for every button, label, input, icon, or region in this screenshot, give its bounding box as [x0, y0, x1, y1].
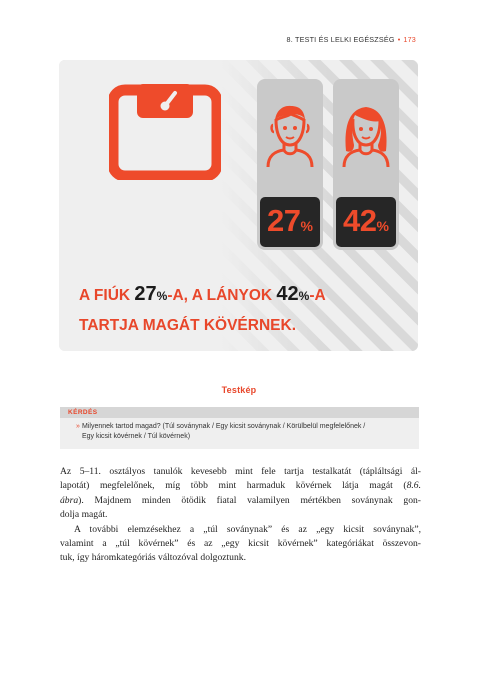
text-line — [60, 494, 421, 508]
headline-percent: % — [298, 289, 310, 303]
infographic-headline — [79, 280, 409, 340]
question-title: KÉRDÉS — [60, 407, 419, 418]
headline-girls-number: 42 — [276, 283, 299, 305]
text-line: Az 5–11. osztályos tanulók kevesebb mint fele tartja testalkatát (tápláltsági ál- — [60, 466, 421, 477]
headline-line-2: TARTJA MAGÁT KÖVÉRNEK. — [79, 317, 296, 334]
figure-reference: 8.6. — [406, 480, 421, 492]
body-text — [60, 465, 421, 566]
text-line: valamint a „túl kövérnek” és az „egy kicsit kövérnek” kategóriákat összevon- — [60, 538, 421, 550]
headline-text: -A — [309, 287, 326, 304]
paragraph-1 — [60, 465, 421, 523]
girls-percent-sign: % — [376, 218, 389, 234]
boys-percent-sign: % — [300, 218, 313, 234]
girls-percent-box — [336, 197, 396, 247]
boys-column — [257, 79, 323, 250]
headline-percent: % — [156, 289, 168, 303]
text-span: ). Majdnem minden ötödik fiatal valamilyen mértékben soványnak gon- — [78, 494, 421, 506]
text-span: lapotát) megfelelőnek, míg több mint harmaduk kövérnek látja magát ( — [60, 480, 407, 492]
girls-column — [333, 79, 399, 250]
chapter-title: 8. TESTI ÉS LELKI EGÉSZSÉG — [286, 35, 395, 44]
headline-text: A FIÚK — [79, 287, 135, 304]
double-chevron-icon: » — [76, 423, 80, 430]
text-line: A további elemzésekhez a „túl soványnak” és az „egy kicsit soványnak”, — [74, 523, 421, 535]
boy-icon — [265, 101, 315, 167]
page-number: 173 — [403, 35, 416, 44]
question-text-line-2: Egy kicsit kövérnek / Túl kövérnek) — [82, 433, 191, 440]
text-line — [60, 479, 421, 493]
girl-icon — [341, 101, 391, 167]
bathroom-scale-icon — [109, 84, 221, 180]
infographic-box — [59, 60, 418, 351]
figure-reference: ábra — [60, 494, 79, 506]
text-line: dolja magát. — [60, 509, 108, 521]
boys-percent-value: 27 — [267, 203, 301, 238]
question-box — [60, 407, 419, 449]
question-body — [60, 418, 419, 442]
header-separator: • — [397, 35, 401, 44]
boys-percent-box — [260, 197, 320, 247]
running-head — [287, 35, 416, 44]
girls-percent-value: 42 — [343, 203, 377, 238]
text-line: tuk, így háromkategóriás változóval dolgoztunk. — [60, 552, 246, 564]
question-text-line-1: Milyennek tartod magad? (Túl soványnak / Egy kicsit soványnak / Körülbelül megfelelőnek / — [82, 423, 366, 430]
headline-line-1 — [79, 280, 409, 311]
headline-text: -A, A LÁNYOK — [167, 287, 277, 304]
figure-caption: Testkép — [221, 385, 257, 395]
headline-boys-number: 27 — [134, 283, 157, 305]
paragraph-2 — [60, 523, 421, 566]
